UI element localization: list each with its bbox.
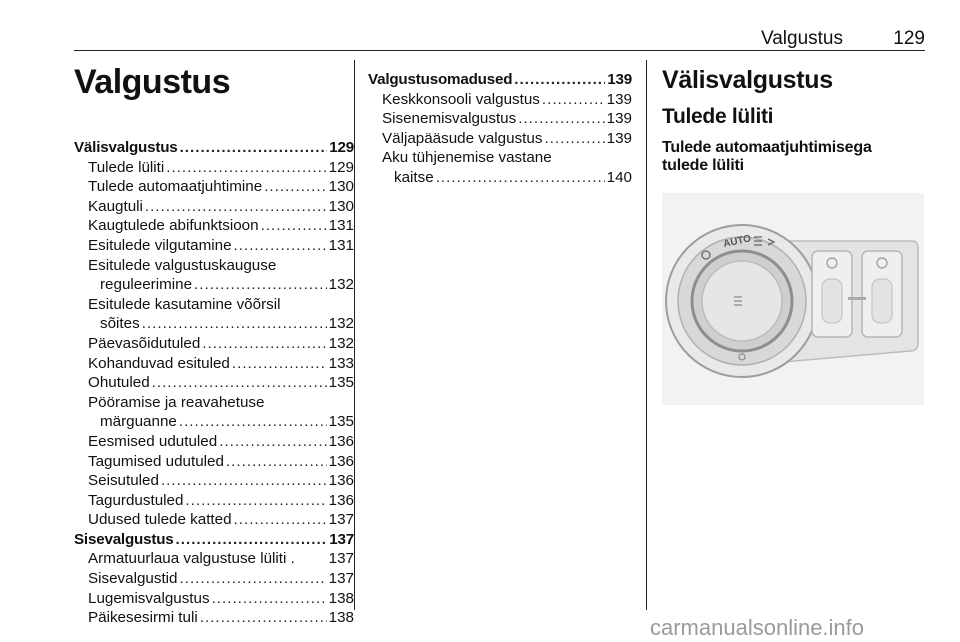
toc-leader-dots xyxy=(212,589,327,609)
toc-leader-dots xyxy=(161,471,327,491)
toc-entry[interactable] xyxy=(368,70,632,90)
toc-leader-dots xyxy=(185,491,326,511)
toc-entry[interactable] xyxy=(74,569,354,589)
toc-entry-page: 136 xyxy=(328,491,354,509)
toc-entry-label: Keskkonsooli valgustus xyxy=(382,90,540,108)
toc-leader-dots xyxy=(179,412,327,432)
toc-entry-page: 131 xyxy=(328,217,354,235)
toc-entry-label: Päikesesirmi tuli xyxy=(88,609,198,627)
toc-entry-label: Esitulede valgustuskauguse xyxy=(88,256,277,274)
toc-leader-dots xyxy=(514,70,605,90)
toc-entry-label: Tagurdustuled xyxy=(88,491,184,509)
toc-leader-dots xyxy=(226,452,327,472)
toc-entry-page: 140 xyxy=(606,168,632,186)
toc-leader-dots xyxy=(234,236,327,256)
toc-entry-page: 136 xyxy=(328,472,354,490)
toc-entry-label: Sisevalgustid xyxy=(88,570,178,588)
toc-entry[interactable] xyxy=(74,471,354,491)
toc-entry[interactable] xyxy=(74,158,354,178)
toc-entry[interactable] xyxy=(74,452,354,472)
toc-list xyxy=(74,138,354,628)
page-header xyxy=(74,0,925,52)
toc-entry-page: 138 xyxy=(328,609,354,627)
toc-list xyxy=(368,70,632,188)
toc-entry-page: 136 xyxy=(328,432,354,450)
toc-entry[interactable] xyxy=(74,314,354,334)
toc-entry[interactable] xyxy=(74,334,354,354)
heading-automatic-switch: Tulede automaatjuhtimisega tulede lüliti xyxy=(662,139,872,174)
toc-entry-page: 136 xyxy=(328,452,354,470)
toc-entry-page: 130 xyxy=(328,197,354,215)
toc-entry[interactable] xyxy=(74,138,354,158)
toc-entry-label-cont: reguleerimine xyxy=(100,276,193,294)
toc-entry-page: 139 xyxy=(607,71,632,88)
toc-entry-page: 137 xyxy=(329,530,354,548)
toc-entry-label: Sisevalgustus xyxy=(74,530,174,548)
toc-entry-label: Kaugtulede abifunktsioon xyxy=(88,217,259,235)
toc-leader-dots xyxy=(234,510,327,530)
heading-valisvalgustus: Välisvalgustus xyxy=(662,66,833,94)
toc-leader-dots xyxy=(166,158,326,178)
toc-entry-label: Tagumised udutuled xyxy=(88,452,224,470)
toc-entry-label: Tulede lüliti xyxy=(88,158,165,176)
toc-entry[interactable] xyxy=(74,432,354,452)
toc-entry[interactable] xyxy=(74,530,354,550)
toc-leader-dots xyxy=(180,138,328,158)
toc-leader-dots xyxy=(200,608,327,628)
toc-leader-dots xyxy=(219,432,326,452)
header-rule xyxy=(74,50,925,51)
toc-entry[interactable] xyxy=(368,90,632,110)
toc-entry-label-cont: sõites xyxy=(100,315,140,333)
toc-leader-dots xyxy=(436,168,605,188)
toc-entry[interactable] xyxy=(74,197,354,217)
toc-entry-label: Kaugtuli xyxy=(88,197,143,215)
toc-leader-dots xyxy=(261,216,327,236)
toc-entry[interactable] xyxy=(368,129,632,149)
toc-entry[interactable] xyxy=(368,168,632,188)
page-number: 129 xyxy=(893,28,925,49)
toc-leader-dots xyxy=(544,129,604,149)
toc-entry-label: Aku tühjenemise vastane xyxy=(382,149,552,167)
toc-entry-page: 139 xyxy=(606,129,632,147)
heading-tulede-luliti: Tulede lüliti xyxy=(662,105,774,128)
toc-entry-label: Esitulede kasutamine võõrsil xyxy=(88,295,281,313)
toc-entry-label: Seisutuled xyxy=(88,472,159,490)
section-title: Valgustus xyxy=(74,63,231,101)
toc-entry[interactable] xyxy=(74,275,354,295)
toc-entry-label-cont: kaitse xyxy=(394,168,434,186)
column-content xyxy=(662,52,926,405)
toc-entry[interactable] xyxy=(74,608,354,628)
toc-entry-page: 139 xyxy=(606,90,632,108)
toc-entry-page: 135 xyxy=(328,374,354,392)
toc-entry[interactable] xyxy=(74,373,354,393)
toc-leader-dots xyxy=(152,373,327,393)
toc-entry-page: 131 xyxy=(328,236,354,254)
toc-leader-dots xyxy=(194,275,327,295)
column-toc-right xyxy=(368,52,632,188)
toc-entry-page: 130 xyxy=(328,178,354,196)
toc-entry-label: Väljapääsude valgustus xyxy=(382,129,543,147)
toc-entry[interactable] xyxy=(74,412,354,432)
column-toc-left xyxy=(74,52,354,628)
toc-entry[interactable] xyxy=(74,354,354,374)
toc-entry-page: 137 xyxy=(328,550,354,568)
toc-entry-label: Tulede automaatjuhtimine xyxy=(88,178,263,196)
toc-entry-page: 132 xyxy=(328,334,354,352)
toc-entry-label: Eesmised udutuled xyxy=(88,432,218,450)
toc-entry-page: 137 xyxy=(328,570,354,588)
toc-entry-label: Valgustusomadused xyxy=(368,71,513,88)
toc-entry-page: 129 xyxy=(329,139,354,156)
toc-entry-label: Pööramise ja reavahetuse xyxy=(88,393,265,411)
toc-entry[interactable] xyxy=(368,109,632,129)
toc-leader-dots xyxy=(264,177,326,197)
toc-entry-label: Ohutuled xyxy=(88,374,150,392)
auto-label: AUTO xyxy=(722,233,753,250)
toc-entry-label: Lugemisvalgustus xyxy=(88,589,210,607)
toc-leader-dots xyxy=(145,197,327,217)
toc-entry-label: Udused tulede katted xyxy=(88,511,232,529)
toc-entry-page: 129 xyxy=(328,158,354,176)
toc-entry[interactable] xyxy=(74,236,354,256)
light-switch-figure xyxy=(662,193,924,405)
toc-entry[interactable] xyxy=(74,510,354,530)
toc-entry-page: 139 xyxy=(606,110,632,128)
toc-entry[interactable] xyxy=(74,216,354,236)
toc-entry-label: Päevasõidutuled xyxy=(88,334,201,352)
toc-leader-dots xyxy=(518,109,604,129)
toc-entry-page: 135 xyxy=(328,413,354,431)
toc-entry-page: 137 xyxy=(328,511,354,529)
watermark: carmanualsonline.info xyxy=(650,615,865,640)
toc-leader-dots xyxy=(542,90,605,110)
toc-entry-page: 132 xyxy=(328,276,354,294)
light-switch-illustration xyxy=(662,193,924,405)
toc-entry-label: Kohanduvad esituled xyxy=(88,354,230,372)
toc-leader-dots xyxy=(202,334,326,354)
toc-entry-label-cont: märguanne xyxy=(100,413,177,431)
toc-entry-page: 132 xyxy=(328,315,354,333)
running-title: Valgustus xyxy=(760,28,843,49)
toc-entry-label: Välisvalgustus xyxy=(74,139,178,156)
toc-entry[interactable] xyxy=(74,589,354,609)
toc-entry-label: Esitulede vilgutamine xyxy=(88,236,232,254)
column-divider xyxy=(646,60,647,610)
toc-leader-dots xyxy=(176,530,328,550)
toc-entry[interactable] xyxy=(74,177,354,197)
column-divider xyxy=(354,60,355,610)
toc-leader-dots xyxy=(232,354,327,374)
toc-entry-page: 138 xyxy=(328,589,354,607)
toc-entry-label: Armatuurlaua valgustuse lüliti . xyxy=(88,550,295,568)
toc-entry[interactable] xyxy=(74,491,354,511)
toc-leader-dots xyxy=(142,314,327,334)
toc-entry-page: 133 xyxy=(328,354,354,372)
toc-entry[interactable] xyxy=(74,549,354,569)
toc-entry-label: Sisenemisvalgustus xyxy=(382,110,517,128)
toc-leader-dots xyxy=(180,569,327,589)
